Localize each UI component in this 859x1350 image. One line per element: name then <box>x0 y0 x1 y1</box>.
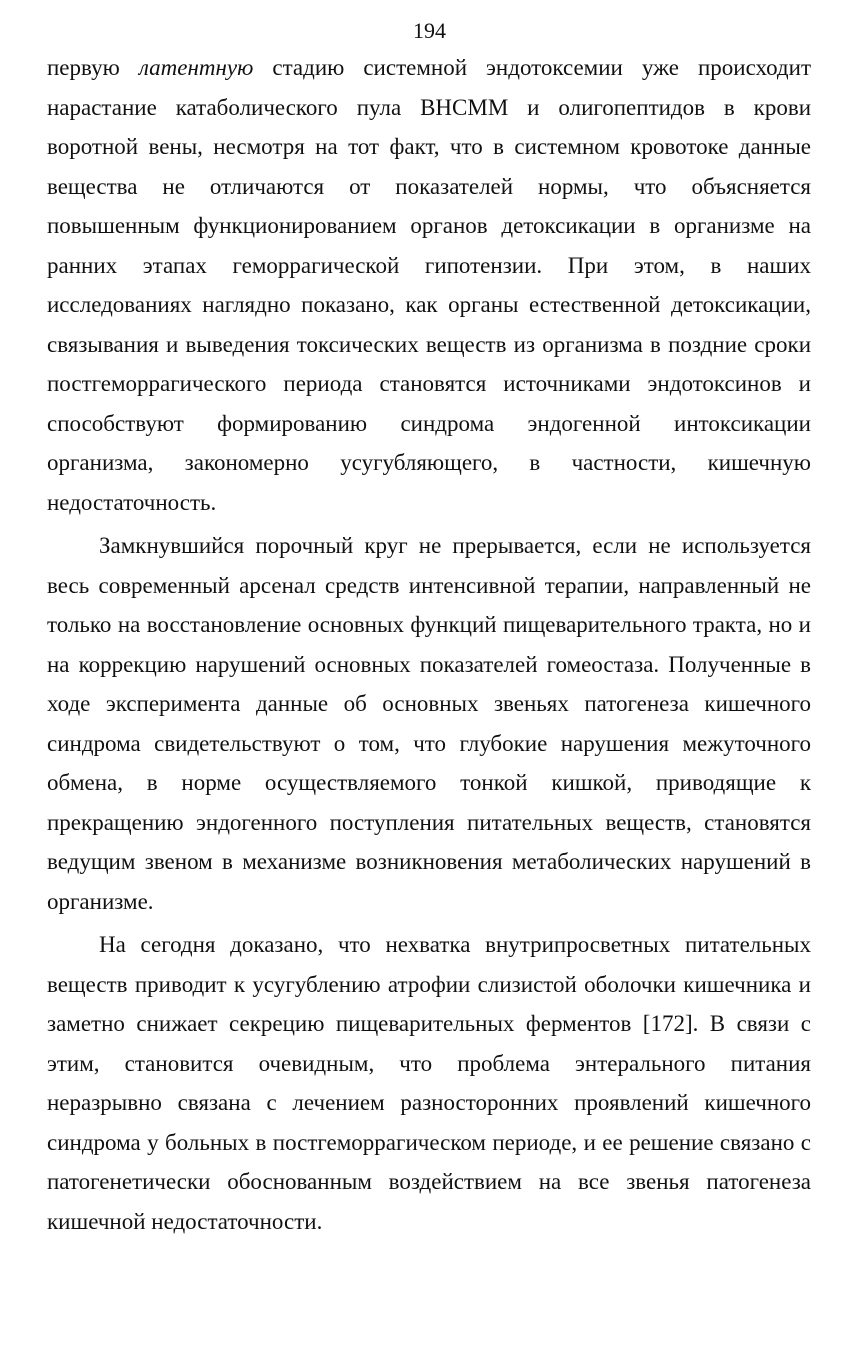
page-number: 194 <box>413 18 446 43</box>
paragraph-3: На сегодня доказано, что нехватка внутрипросветных питательных веществ приводит к усугублению атрофии слизистой оболочки кишечника и заметно снижает секрецию пищеварительных ферментов [172]. В связи с этим, становится очевидным, что проблема энтерального питания неразрывно связана с лечением разносторонних проявлений кишечного синдрома у больных в постгеморрагическом периоде, и ее решение связано с патогенетически обоснованным воздействием на все звенья патогенеза кишечной недостаточности. <box>47 932 811 1234</box>
paragraph-1-rest: стадию системной эндотоксемии уже происходит нарастание катаболического пула ВНСММ и олигопептидов в крови воротной вены, несмотря на тот факт, что в системном кровотоке данные вещества не отличаются от показателей нормы, что объясняется повышенным функционированием органов детоксикации в организме на ранних этапах геморрагической гипотензии. При этом, в наших исследованиях наглядно показано, как органы естественной детоксикации, связывания и выведения токсических веществ из организма в поздние сроки постгеморрагического периода становятся источниками эндотоксинов и способствуют формированию синдрома эндогенной интоксикации организма, закономерно усугубляющего, в частности, кишечную недостаточность. <box>47 55 811 515</box>
paragraph-2: Замкнувшийся порочный круг не прерывается, если не используется весь современный арсенал средств интенсивной терапии, направленный не только на восстановление основных функций пищеварительного тракта, но и на коррекцию нарушений основных показателей гомеостаза. Полученные в ходе эксперимента данные об основных звеньях патогенеза кишечного синдрома свидетельствуют о том, что глубокие нарушения межуточного обмена, в норме осуществляемого тонкой кишкой, приводящие к прекращению эндогенного поступления питательных веществ, становятся ведущим звеном в механизме возникновения метаболических нарушений в организме. <box>47 533 811 914</box>
italic-term: латентную <box>138 55 254 80</box>
paragraph-1-start: первую <box>47 55 139 80</box>
body-text <box>47 48 811 1241</box>
paragraph-1 <box>47 48 811 522</box>
